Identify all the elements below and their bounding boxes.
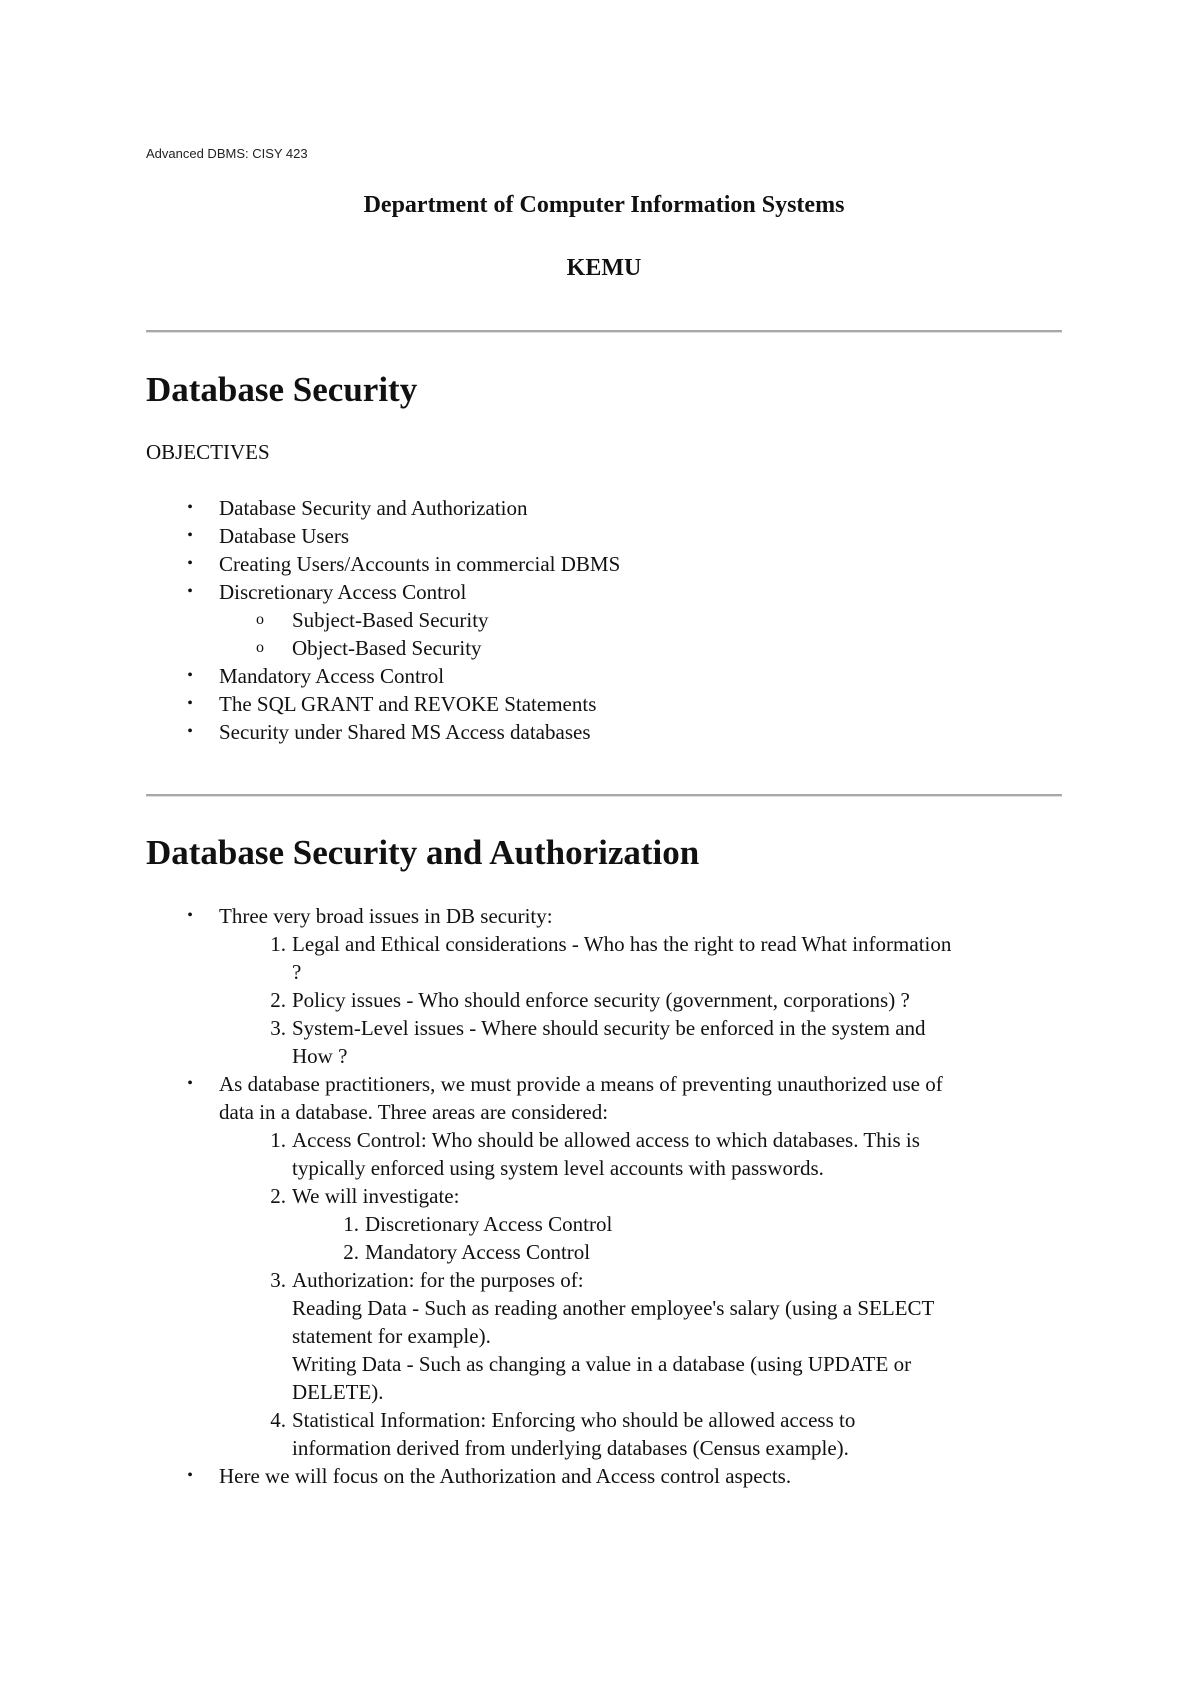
sub-list-item: o Object-Based Security	[146, 634, 1062, 662]
bullet-icon: •	[187, 499, 193, 516]
institution-title: KEMU	[566, 255, 642, 281]
numbered-item: 2. We will investigate:	[270, 1184, 460, 1208]
security-issues-list	[146, 902, 1062, 1490]
sub-list-item: o Subject-Based Security	[146, 606, 1062, 634]
bullet-icon: •	[187, 695, 193, 712]
numbered-item: 3. System-Level issues - Where should security be enforced in the system and How ?	[270, 1016, 926, 1068]
list-item: • Mandatory Access Control	[146, 662, 1062, 690]
department-title: Department of Computer Information Systems	[363, 192, 845, 218]
numbered-item: 3. Authorization: for the purposes of: Reading Data - Such as reading another employee's salary (using a SELECT statement for example). Writing Data - Such as changing a value in a database (using UPDATE or DELETE).	[270, 1268, 935, 1404]
list-item: • Discretionary Access Control	[146, 578, 1062, 606]
list-item: • The SQL GRANT and REVOKE Statements	[146, 690, 1062, 718]
list-item: • As database practitioners, we must provide a means of preventing unauthorized use of data in a database. Three areas are considered:	[146, 1070, 1062, 1126]
bullet-icon: •	[187, 1075, 193, 1092]
objectives-label: OBJECTIVES	[146, 440, 270, 464]
list-item: • Creating Users/Accounts in commercial DBMS	[146, 550, 1062, 578]
bullet-icon: •	[187, 907, 193, 924]
section-title-database-security: Database Security	[146, 370, 418, 409]
circle-bullet-icon: o	[256, 639, 264, 656]
list-item: • Database Users	[146, 522, 1062, 550]
bullet-icon: •	[187, 667, 193, 684]
bullet-icon: •	[187, 527, 193, 544]
numbered-item: 2. Policy issues - Who should enforce security (government, corporations) ?	[270, 988, 910, 1012]
nested-numbered-item: 1. Discretionary Access Control	[343, 1212, 613, 1236]
circle-bullet-icon: o	[256, 611, 264, 628]
list-item: • Security under Shared MS Access databases	[146, 718, 1062, 746]
list-item: • Three very broad issues in DB security:	[146, 902, 1062, 930]
list-item: • Database Security and Authorization	[146, 494, 1062, 522]
bullet-icon: •	[187, 583, 193, 600]
numbered-item: 4. Statistical Information: Enforcing who should be allowed access to information derived from underlying databases (Census example).	[270, 1408, 856, 1460]
nested-numbered-item: 2. Mandatory Access Control	[343, 1240, 591, 1264]
numbered-item: 1. Access Control: Who should be allowed access to which databases. This is typically enforced using system level accounts with passwords.	[270, 1128, 920, 1180]
bullet-icon: •	[187, 555, 193, 572]
objectives-list	[146, 494, 1062, 746]
divider	[146, 330, 1062, 333]
bullet-icon: •	[187, 723, 193, 740]
course-header: Advanced DBMS: CISY 423	[146, 146, 308, 161]
numbered-item: 1. Legal and Ethical considerations - Who has the right to read What information ?	[270, 932, 952, 984]
section-title-security-authorization: Database Security and Authorization	[146, 833, 700, 872]
list-item: • Here we will focus on the Authorization and Access control aspects.	[146, 1462, 1062, 1490]
divider	[146, 794, 1062, 797]
bullet-icon: •	[187, 1467, 193, 1484]
